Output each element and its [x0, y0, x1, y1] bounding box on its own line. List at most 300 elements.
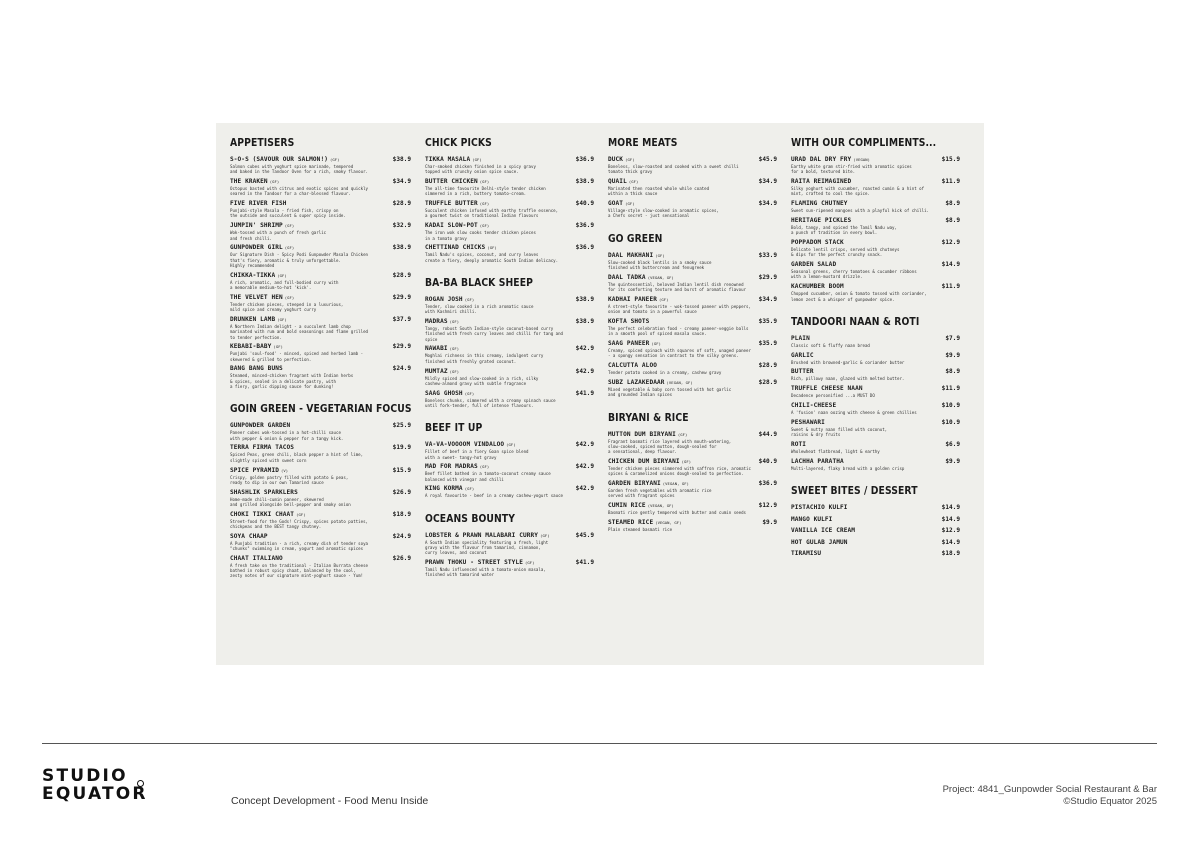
item-name-text: ROTI: [791, 440, 807, 448]
menu-item: [791, 539, 960, 547]
dietary-tag: (GF): [449, 319, 460, 325]
item-description: Creamy, spiced spinach with squares of soft, unaged paneer - a spongy sensation in contrast to the silky greens.: [608, 348, 751, 359]
menu-item: [608, 502, 777, 515]
dietary-tag: (GF): [625, 201, 635, 207]
item-name: [608, 340, 661, 348]
item-description: The iron wok slow cooks tender chicken pieces in a tomato gravy: [425, 230, 536, 241]
section-title: OCEANS BOUNTY: [425, 512, 515, 525]
menu-item: [230, 422, 411, 441]
item-name: [608, 362, 657, 370]
menu-section: [425, 513, 594, 578]
item-price: $19.9: [392, 444, 411, 452]
item-price: $34.9: [758, 178, 777, 186]
dietary-tag: (VEGAN, GF): [662, 481, 690, 487]
item-name-text: GUNPOWDER GARDEN: [230, 422, 291, 430]
item-name: [425, 244, 497, 252]
item-name: [791, 504, 848, 512]
item-name: [425, 318, 459, 326]
item-name: [608, 156, 635, 164]
item-name-text: THE KRAKEN: [230, 178, 268, 186]
item-name-text: GOAT: [608, 200, 624, 208]
item-name-text: RAITA REIMAGINED: [791, 178, 852, 186]
dietary-tag: (GF): [472, 157, 482, 162]
menu-item: [791, 239, 960, 258]
menu-item: [608, 252, 777, 271]
menu-section: [791, 485, 960, 558]
menu-sheet: [216, 123, 984, 665]
item-price: $36.9: [575, 244, 594, 252]
item-price: $34.9: [758, 200, 777, 208]
item-name-text: NAWABI: [425, 345, 448, 353]
item-name-text: SUBZ LAZAKEDAAR: [608, 379, 665, 387]
item-name: [230, 316, 287, 324]
menu-item: [425, 178, 594, 197]
project-info: [943, 784, 1157, 808]
item-name-text: MUMTAZ: [425, 367, 448, 375]
item-description: Steamed, minced-chicken fragrant with Indian herbs & spices, sealed in a delicate pastry, with a fiery, garlic dipping sauce for dunking!: [230, 373, 354, 390]
item-description: Tamil Nadu influenced with a tomato-onion masala, finished with tamarind water: [425, 567, 546, 578]
item-name-text: SPICE PYRAMID: [230, 466, 279, 474]
menu-item: [230, 555, 411, 579]
item-name-text: MUTTON DUM BIRYANI: [608, 430, 676, 438]
item-name: [791, 527, 855, 535]
dietary-tag: (GF): [625, 157, 635, 162]
dietary-tag: (VEGAN, GF): [647, 503, 674, 509]
item-description: Beef fillet bathed in a tomato-coconut creamy sauce balanced with vinegar and chilli: [425, 471, 551, 482]
menu-item: [608, 318, 777, 337]
dietary-tag: (GF): [659, 296, 669, 302]
item-name: [608, 200, 635, 208]
item-price: $38.9: [575, 318, 594, 326]
item-name: [425, 368, 459, 376]
item-description: A South Indian speciality featuring a fresh, light gravy with the flavour from tamarind, cinnamon, curry leaves, and coconut: [425, 539, 549, 556]
item-name-text: LACHHA PARATHA: [791, 457, 844, 465]
item-price: $42.9: [575, 463, 594, 471]
item-name: [608, 431, 687, 439]
dietary-tag: (GF): [479, 223, 490, 229]
item-description: Wok-tossed with a punch of fresh garlic and fresh chilli.: [230, 230, 327, 241]
item-price: $10.9: [941, 418, 960, 426]
menu-column: [425, 137, 608, 657]
item-name: [791, 441, 806, 449]
item-name-text: MADRAS: [425, 318, 448, 326]
menu-item: [791, 527, 960, 535]
item-name: [425, 390, 474, 398]
dietary-tag: (GF): [449, 368, 460, 374]
menu-item: [608, 200, 777, 219]
item-description: The perfect celebration food - creamy paneer-veggie balls in a smooth pool of spiced masala sauce.: [608, 326, 749, 337]
item-name-text: SAAG PANEER: [608, 340, 650, 348]
item-price: $44.9: [758, 430, 777, 438]
item-description: A Northern Indian delight - a succulent lamb chop marinated with rum and bold seasonings and flame grilled to tender perfection.: [230, 323, 369, 340]
item-description: Slow-cooked black lentils in a smoky sauce finished with buttercream and fenugreek: [608, 259, 712, 271]
item-price: $35.9: [758, 340, 777, 348]
item-name: [608, 296, 669, 304]
item-name-text: TERRA FIRMA TACOS: [230, 444, 295, 452]
item-name-text: FIVE RIVER FISH: [230, 200, 287, 208]
item-name: [230, 444, 294, 452]
item-name-text: ROGAN JOSH: [425, 295, 463, 303]
item-name: [425, 178, 489, 186]
item-price: $38.9: [392, 244, 411, 252]
item-description: Salmon cubes with yoghurt spice marinade, tempered and baked in the Tandoor Oven for a rich, smoky flavour.: [230, 164, 369, 175]
item-name: [791, 516, 832, 524]
item-name-text: TRUFFLE BUTTER: [425, 200, 478, 208]
item-price: $10.9: [941, 402, 960, 410]
item-name-text: URAD DAL DRY FRY: [791, 156, 852, 163]
menu-item: [425, 559, 594, 578]
item-name-text: TIKKA MASALA: [425, 156, 471, 163]
dietary-tag: (GF): [479, 464, 490, 470]
menu-item: [791, 550, 960, 558]
item-description: Decadence personified ...a MUST DO: [791, 393, 875, 399]
menu-item: [425, 441, 594, 460]
item-description: Tender, slow cooked in a rich aromatic sauce with Kashmiri chilli.: [425, 303, 534, 315]
item-description: Crispy, golden pastry filled with potato & peas, ready to dip in our own Tamarind sauce: [230, 474, 349, 485]
item-name: [230, 555, 283, 563]
dietary-tag: (GF): [449, 346, 460, 352]
menu-item: [608, 458, 777, 477]
item-price: $38.9: [575, 295, 594, 303]
item-description: Seasonal greens, cherry tomatoes & cucumber ribbons with a lemon-mustard drizzle.: [791, 269, 917, 280]
logo-dot-icon: [137, 780, 144, 787]
item-description: Punjabi 'soul-food' - minced, spiced and herbed lamb - skewered & grilled to perfection.: [230, 351, 364, 362]
dietary-tag: (GF): [525, 560, 535, 566]
item-name: [425, 156, 482, 164]
copyright: ©Studio Equator 2025: [1063, 796, 1157, 807]
section-title: BEEF IT UP: [425, 422, 483, 435]
dietary-tag: (GF): [651, 341, 662, 347]
logo-line-1: STUDIO: [42, 766, 128, 786]
item-description: Home-made chili-cumin paneer, skewered and grilled alongside bell-pepper and smoky onion: [230, 496, 351, 507]
menu-item: [425, 318, 594, 342]
item-name-text: KACHUMBER BOOM: [791, 283, 844, 291]
menu-item: [230, 467, 411, 486]
item-description: A royal favourite - beef in a creamy cashew-yogurt sauce: [425, 493, 564, 499]
menu-item: [230, 489, 411, 508]
item-price: $40.9: [758, 458, 777, 466]
item-description: Fragrant basmati rice layered with mouth-watering, slow-cooked, spiced mutton, dough-sealed for a sensational, deep flavour.: [608, 438, 732, 455]
menu-item: [230, 365, 411, 389]
menu-item: [425, 368, 594, 387]
item-name-text: POPPADOM STACK: [791, 239, 844, 247]
dietary-tag: (GF): [269, 179, 280, 185]
item-description: Silky yoghurt with cucumber, roasted cumin & a hint of mint, crafted to cool the spice.: [791, 186, 925, 197]
item-name: [791, 539, 848, 547]
item-name-text: GARDEN SALAD: [791, 261, 837, 269]
item-name: [608, 458, 691, 466]
item-price: $12.9: [941, 239, 960, 247]
item-price: $11.9: [941, 385, 960, 393]
item-description: The quintessential, beloved Indian lentil dish renowned for its comforting texture and burst of aromatic flavour: [608, 281, 747, 293]
concept-label: Concept Development - Food Menu Inside: [231, 795, 429, 807]
dietary-tag: (GF): [464, 390, 475, 396]
dietary-tag: (GF): [284, 245, 295, 251]
item-name: [608, 178, 638, 186]
item-name-text: DAAL MAKHANI: [608, 251, 654, 259]
item-price: $14.9: [941, 504, 960, 512]
item-name: [791, 156, 870, 164]
dietary-tag: (GF): [628, 179, 639, 185]
item-description: Garden fresh vegetables with aromatic rice served with fragrant spices: [608, 488, 712, 499]
item-price: $24.9: [392, 532, 411, 540]
menu-item: [230, 294, 411, 313]
item-description: Succulent chicken infused with earthy truffle essence, a gourmet twist on traditional Indian flavours: [425, 208, 559, 219]
item-name-text: BUTTER: [791, 368, 814, 376]
menu-item: [608, 274, 777, 293]
menu-section: [608, 137, 777, 219]
menu-item: [425, 345, 594, 364]
menu-item: [791, 402, 960, 415]
item-description: Mixed vegetable & baby corn tossed with hot garlic and grounded Indian spices: [608, 387, 732, 398]
item-name-text: CHOKI TIKKI CHAAT: [230, 510, 295, 518]
section-title: WITH OUR COMPLIMENTS...: [791, 137, 937, 149]
item-name-text: DUCK: [608, 156, 624, 163]
item-name: [791, 458, 844, 466]
item-price: $8.9: [945, 216, 960, 224]
item-price: $34.9: [392, 178, 411, 186]
item-price: $12.9: [758, 502, 777, 510]
menu-item: [791, 352, 960, 365]
menu-item: [230, 444, 411, 463]
item-description: Delicate lentil crisps, served with chutneys & dips for the perfect crunchy snack.: [791, 247, 900, 258]
item-name-text: CALCUTTA ALOO: [608, 362, 657, 370]
menu-item: [230, 178, 411, 197]
item-name-text: CHIKKA-TIKKA: [230, 271, 276, 279]
item-description: Plain steamed basmati rice: [608, 527, 673, 533]
menu-item: [791, 178, 960, 197]
item-name: [791, 217, 851, 225]
item-price: $28.9: [392, 271, 411, 279]
item-price: $8.9: [945, 200, 960, 208]
item-description: Tamil Nadu's spices, coconut, and curry leaves create a fiery, deeply aromatic South Indian delicacy.: [425, 252, 559, 263]
item-name-text: TRUFFLE CHEESE NAAN: [791, 385, 863, 393]
item-name-text: LOBSTER & PRAWN MALABARI CURRY: [425, 531, 539, 539]
menu-item: [608, 480, 777, 499]
item-name: [230, 222, 294, 230]
menu-item: [425, 222, 594, 241]
menu-section: [425, 137, 594, 263]
section-title: TANDOORI NAAN & ROTI: [791, 315, 920, 328]
item-name-text: KEBABI-BABY: [230, 343, 272, 351]
item-name: [791, 200, 848, 208]
item-name: [230, 365, 283, 373]
dietary-tag: (GF): [677, 431, 688, 437]
item-name: [791, 261, 836, 269]
item-name: [425, 559, 535, 567]
dietary-tag: (GF): [540, 532, 550, 538]
item-name-text: CHICKEN DUM BIRYANI: [608, 458, 680, 466]
item-name: [791, 419, 825, 427]
item-name: [791, 550, 821, 558]
item-price: $28.9: [758, 379, 777, 387]
item-description: Rich, pillowy naan, glazed with melted butter.: [791, 376, 905, 382]
dietary-tag: (GF): [464, 296, 475, 302]
item-name: [425, 532, 550, 540]
item-price: $18.9: [392, 510, 411, 518]
item-price: $42.9: [575, 441, 594, 449]
item-name-text: GARLIC: [791, 351, 814, 359]
menu-section: [791, 137, 960, 302]
dietary-tag: (VEGAN, GF): [647, 274, 674, 280]
item-name: [230, 533, 268, 541]
menu-item: [425, 296, 594, 315]
menu-item: [608, 519, 777, 532]
menu-column: [608, 137, 791, 657]
item-description: Sweet sun-ripened mangoes with a playful kick of chilli.: [791, 208, 930, 214]
menu-item: [791, 504, 960, 512]
menu-section: [425, 422, 594, 498]
menu-item: [230, 343, 411, 362]
section-title: GOIN GREEN - VEGETARIAN FOCUS: [230, 403, 412, 416]
item-description: Punjabi-style Masala - fried fish, crispy on the outside and succulent & super spicy inside.: [230, 208, 346, 219]
dietary-tag: (GF): [284, 294, 295, 300]
item-price: $29.9: [392, 293, 411, 301]
item-price: $45.9: [758, 156, 777, 163]
menu-section: [791, 316, 960, 471]
item-description: Wholewheat flatbread, light & earthy: [791, 448, 880, 454]
item-name: [608, 480, 689, 488]
dietary-tag: (VEGAN, GF): [655, 520, 682, 526]
item-price: $29.9: [758, 273, 777, 281]
item-name-text: MANGO KULFI: [791, 515, 833, 523]
item-name: [230, 422, 290, 430]
item-name: [425, 485, 474, 493]
menu-item: [608, 362, 777, 375]
item-price: $32.9: [392, 222, 411, 230]
dietary-tag: (GF): [284, 223, 295, 229]
item-price: $33.9: [758, 251, 777, 259]
section-title: CHICK PICKS: [425, 137, 492, 149]
item-description: Boneless, slow-roasted and cooked with a sweet chilli tomato thick gravy: [608, 164, 739, 175]
item-price: $14.9: [941, 538, 960, 546]
project-name: Project: 4841_Gunpowder Social Restaurant & Bar: [942, 784, 1157, 795]
item-price: $42.9: [575, 345, 594, 353]
menu-item: [230, 511, 411, 530]
item-name-text: TIRAMISU: [791, 550, 822, 558]
section-title: MORE MEATS: [608, 137, 678, 149]
menu-item: [791, 283, 960, 302]
item-name: [425, 345, 459, 353]
menu-item: [425, 156, 594, 175]
item-price: $45.9: [575, 531, 594, 539]
logo-line-2: EQUATOR: [42, 784, 148, 804]
dietary-tag: (V): [281, 467, 289, 473]
item-price: $28.9: [392, 200, 411, 208]
item-price: $15.9: [392, 466, 411, 474]
dietary-tag: (GF): [464, 486, 475, 492]
item-name-text: STEAMED RICE: [608, 519, 654, 527]
item-price: $40.9: [575, 200, 594, 208]
item-name: [608, 519, 681, 527]
item-name-text: HERITAGE PICKLES: [791, 216, 852, 224]
menu-item: [791, 156, 960, 175]
item-name-text: KADAI SLOW-POT: [425, 222, 478, 230]
menu-item: [230, 200, 411, 219]
menu-section: [608, 412, 777, 533]
item-name-text: BANG BANG BUNS: [230, 365, 283, 373]
item-name-text: DAAL TADKA: [608, 273, 646, 281]
item-name: [791, 368, 814, 376]
menu-item: [791, 441, 960, 454]
dietary-tag: (GF): [479, 201, 490, 207]
item-name: [425, 296, 474, 304]
item-price: $36.9: [758, 480, 777, 488]
item-name: [425, 463, 489, 471]
item-name-text: HOT GULAB JAMUN: [791, 538, 848, 546]
item-name-text: KOFTA SHOTS: [608, 318, 650, 326]
item-name: [230, 511, 306, 519]
item-description: Marinated then roasted whole while coated within a thick sauce: [608, 186, 710, 197]
item-name: [791, 385, 863, 393]
item-name-text: QUAIL: [608, 178, 627, 186]
menu-item: [608, 296, 777, 315]
item-name-text: SHASHLIK SPARKLERS: [230, 488, 298, 496]
item-price: $24.9: [392, 365, 411, 373]
menu-item: [791, 335, 960, 348]
item-price: $14.9: [941, 515, 960, 523]
item-price: $35.9: [758, 318, 777, 326]
item-name: [230, 343, 283, 351]
menu-item: [425, 244, 594, 263]
item-price: $7.9: [945, 334, 960, 342]
item-description: Tender chicken pieces simmered with saffron rice, aromatic spices & caramelized onions dough-sealed to perfection.: [608, 466, 751, 477]
item-name: [608, 502, 674, 510]
item-name: [230, 156, 340, 164]
item-price: $11.9: [941, 178, 960, 186]
menu-item: [425, 390, 594, 409]
item-description: A fresh take on the traditional - Italian Burrata cheese bathed in robust spicy chaat, balanced by the cool, zesty notes of our signature mint-yoghurt sauce - Yum!: [230, 562, 369, 579]
menu-section: [230, 137, 411, 389]
item-name: [230, 178, 279, 186]
menu-item: [608, 431, 777, 455]
item-name-text: KING KORMA: [425, 485, 463, 493]
item-name-text: SOYA CHAAP: [230, 532, 268, 540]
item-price: $41.9: [575, 559, 594, 567]
item-name: [608, 318, 649, 326]
section-title: GO GREEN: [608, 232, 663, 245]
menu-item: [791, 217, 960, 236]
item-price: $41.9: [575, 389, 594, 397]
item-description: Earthy white gram stir-fried with aromatic spices for a bold, textured bite.: [791, 164, 912, 175]
item-price: $12.9: [941, 527, 960, 535]
dietary-tag: (GF): [330, 157, 340, 162]
item-description: A Punjabi tradition - a rich, creamy dish of tender soya "chunks" swimming in cream, yogurt and aromatic spices: [230, 540, 369, 552]
dietary-tag: (GF): [487, 245, 497, 251]
item-name: [230, 244, 294, 252]
item-description: Bold, tangy, and spiced the Tamil Nadu way, a punch of tradition in every bowl.: [791, 224, 897, 236]
item-name: [791, 239, 844, 247]
item-price: $28.9: [758, 362, 777, 370]
item-description: Tender potato cooked in a creamy, cashew gravy: [608, 370, 722, 376]
item-description: Village-style slow-cooked in aromatic spices, a Chefs secret - just sensational: [608, 208, 719, 219]
item-name-text: BUTTER CHICKEN: [425, 178, 478, 186]
dietary-tag: (VEGAN): [853, 157, 871, 162]
section-title: BIRYANI & RICE: [608, 411, 689, 424]
menu-item: [791, 458, 960, 471]
item-name-text: MAD FOR MADRAS: [425, 463, 478, 471]
menu-item: [425, 532, 594, 556]
item-description: Spiced Peas, green chili, black pepper a hint of lime, slightly spiced with sweet corn: [230, 452, 364, 463]
item-description: Brushed with browned-garlic & coriander butter: [791, 359, 905, 365]
item-price: $26.9: [392, 488, 411, 496]
item-name: [791, 178, 851, 186]
item-name: [230, 489, 298, 497]
menu-item: [230, 533, 411, 552]
item-price: $38.9: [575, 178, 594, 186]
item-name-text: GARDEN BIRYANI: [608, 480, 661, 488]
item-price: $26.9: [392, 554, 411, 562]
